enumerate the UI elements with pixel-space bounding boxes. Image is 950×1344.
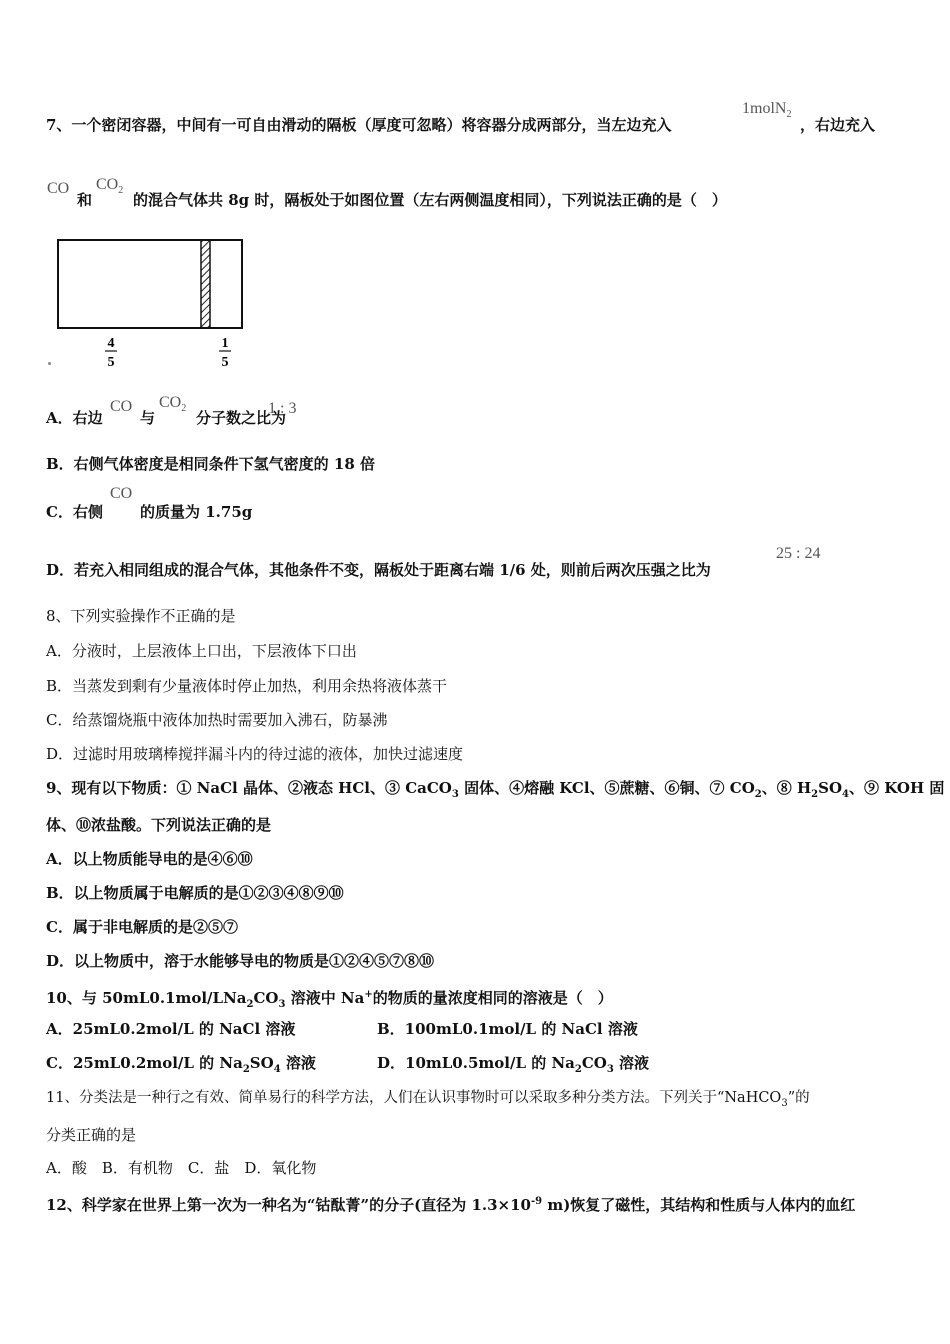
q7-option-a-post-text: 分子数之比为 [196,409,287,427]
q8-stem [46,606,236,626]
q8-stem-text: 8、下列实验操作不正确的是 [46,607,236,625]
q9-stem-line2-text: 体、⑩浓盐酸。下列说法正确的是 [46,816,272,834]
q7-option-a [46,408,103,428]
q11-line2-text: 分类正确的是 [46,1126,137,1144]
q11-line1-sub: 3 [781,1097,788,1109]
q9-option-a [46,849,253,869]
q10-d1: D．10mL0.5mol/L 的 Na [377,1054,575,1072]
container-outline [58,240,242,328]
q7-option-b [46,454,375,474]
q11-stem-line2 [46,1125,136,1145]
q11-options [46,1158,316,1178]
q8-option-a-text: A．分液时，上层液体上口出，下层液体下口出 [46,642,357,660]
q7-option-a-co2-main: CO [159,394,182,411]
q9-s2-sub: 2 [754,789,762,800]
q8-option-a [46,641,357,661]
q7-option-a-co-text: CO [110,398,133,415]
q7-stem-line2 [133,190,727,210]
q10-c2: SO [249,1054,274,1072]
q9-s3-sub: 2 [811,789,819,800]
q10-option-b [377,1019,638,1039]
q7-stem-line2-text: 的混合气体共 8g 时，隔板处于如图位置（左右两侧温度相同），下列说法正确的是（ ） [133,191,727,209]
formula-co2 [96,176,123,196]
q7-stem-line1 [46,115,671,135]
fraction-right-numerator: 1 [221,336,229,351]
q10-option-a-text: A．25mL0.2mol/L 的 NaCl 溶液 [46,1020,296,1038]
q7-stem-tail-text: ，右边充入 [800,116,876,134]
q7-option-d-text: D．若充入相同组成的混合气体，其他条件不变，隔板处于距离右端 1/6 处，则前后两次压强之比为 [46,561,711,579]
q9-s1: 9、现有以下物质：① NaCl 晶体、②液态 HCl、③ CaCO [46,779,452,797]
q7-option-a-mid [140,408,155,428]
q7-option-c-post [140,502,252,522]
fraction-right-denominator: 5 [221,355,229,370]
diagram-dot-mark [48,362,51,365]
q9-option-a-text: A．以上物质能导电的是④⑥⑩ [46,850,253,868]
q9-s2: 固体、④熔融 KCl、⑤蔗糖、⑥铜、⑦ CO [458,779,755,797]
q12-s1: 12、科学家在世界上第一次为一种名为“钴酞菁”的分子(直径为 1.3×10 [46,1196,531,1214]
q11-line1-text: 11、分类法是一种行之有效、简单易行的科学方法，人们在认识事物时可以采取多种分类方法。下列关于“NaHCO [46,1090,782,1106]
q8-option-b [46,676,447,696]
fraction-left-denominator: 5 [107,355,115,370]
q11-stem-line1 [46,1088,810,1114]
formula-n2-sub: 2 [786,109,792,121]
q7-option-a-co [110,398,132,416]
q8-option-d [46,744,463,764]
q9-option-b-text: B．以上物质属于电解质的是①②③④⑧⑨⑩ [46,884,344,902]
q7-option-d-ratio [776,545,820,563]
formula-n2-main: 1molN [742,100,787,117]
q9-option-c [46,917,238,937]
q7-option-a-mid-text: 与 [140,409,156,427]
container-diagram [52,235,252,375]
q11-options-text: A．酸 B．有机物 C．盐 D．氧化物 [46,1159,317,1177]
formula-1mol-n2 [742,100,791,120]
q7-option-d-ratio-text: 25 : 24 [776,545,821,562]
q9-option-d-text: D．以上物质中，溶于水能够导电的物质是①②④⑤⑦⑧⑩ [46,952,435,970]
q10-d-sub1: 2 [574,1064,582,1075]
q7-option-c-prefix: C．右侧 [46,503,103,521]
q7-stem-line1-tail [800,115,875,135]
q9-s3: 、⑧ H [761,779,812,797]
q9-option-c-text: C．属于非电解质的是②⑤⑦ [46,918,238,936]
q10-c3: 溶液 [280,1054,316,1072]
q7-and-text: 和 [77,191,93,209]
fraction-left-numerator: 4 [107,336,115,351]
q10-s2-sub: 3 [278,999,286,1010]
q8-option-c-text: C．给蒸馏烧瓶中液体加热时需要加入沸石，防暴沸 [46,711,388,729]
q7-option-a-ratio-text: 1 : 3 [268,400,297,417]
q7-option-c-co [110,485,132,503]
q10-option-b-text: B．100mL0.1mol/L 的 NaCl 溶液 [377,1020,638,1038]
q7-option-a-co2-sub: 2 [181,403,187,415]
q9-stem-line1 [46,778,944,805]
q10-c1: C．25mL0.2mol/L 的 Na [46,1054,243,1072]
formula-co [47,180,69,198]
q9-option-b [46,883,344,903]
q7-option-d [46,560,711,580]
sliding-partition [201,240,210,328]
q10-s3-sup: + [364,989,373,1000]
q7-option-a-co2 [159,394,186,414]
q12-stem [46,1192,855,1215]
q10-s3: 溶液中 Na [285,989,365,1007]
q8-option-d-text: D．过滤时用玻璃棒搅拌漏斗内的待过滤的液体，加快过滤速度 [46,745,464,763]
q11-line1-tail: ”的 [787,1090,810,1106]
q10-option-a [46,1019,295,1039]
q8-option-b-text: B．当蒸发到剩有少量液体时停止加热，利用余热将液体蒸干 [46,677,448,695]
q7-option-a-ratio [268,400,296,418]
q9-s5: 、⑨ KOH 固 [849,779,945,797]
q12-s2: m)恢复了磁性，其结构和性质与人体内的血红 [542,1196,856,1214]
q12-s1-sup: -9 [531,1196,543,1207]
q9-s4: SO [818,779,843,797]
q10-s1: 10、与 50mL0.1mol/LNa [46,989,247,1007]
q10-option-c [46,1053,316,1080]
q10-d3: 溶液 [613,1054,650,1072]
q7-option-b-text: B．右侧气体密度是相同条件下氢气密度的 18 倍 [46,455,375,473]
q7-and [77,190,92,210]
q9-s4-sub: 4 [842,789,850,800]
q10-stem [46,985,613,1015]
q10-s4: 的物质的量浓度相同的溶液是（ ） [372,989,613,1007]
q7-option-a-prefix: A．右边 [46,409,103,427]
q10-d2: CO [581,1054,607,1072]
q10-s2: CO [253,989,279,1007]
formula-co-text: CO [47,180,70,197]
q10-option-d [377,1053,649,1080]
q9-stem-line2 [46,815,271,835]
formula-co2-main: CO [96,176,119,193]
q10-c-sub2: 4 [273,1064,281,1075]
formula-co2-sub: 2 [118,185,124,197]
q10-c-sub1: 2 [242,1064,250,1075]
q9-s1-sub: 3 [451,789,459,800]
q7-option-c-co-text: CO [110,485,133,502]
q10-s1-sub: 2 [246,999,254,1010]
q7-option-c [46,502,103,522]
q7-stem-text: 7、一个密闭容器，中间有一可自由滑动的隔板（厚度可忽略）将容器分成两部分，当左边充入 [46,116,672,134]
q10-d-sub2: 3 [606,1064,614,1075]
q9-option-d [46,951,434,971]
q7-option-c-post-text: 的质量为 1.75g [140,503,253,521]
q8-option-c [46,710,387,730]
